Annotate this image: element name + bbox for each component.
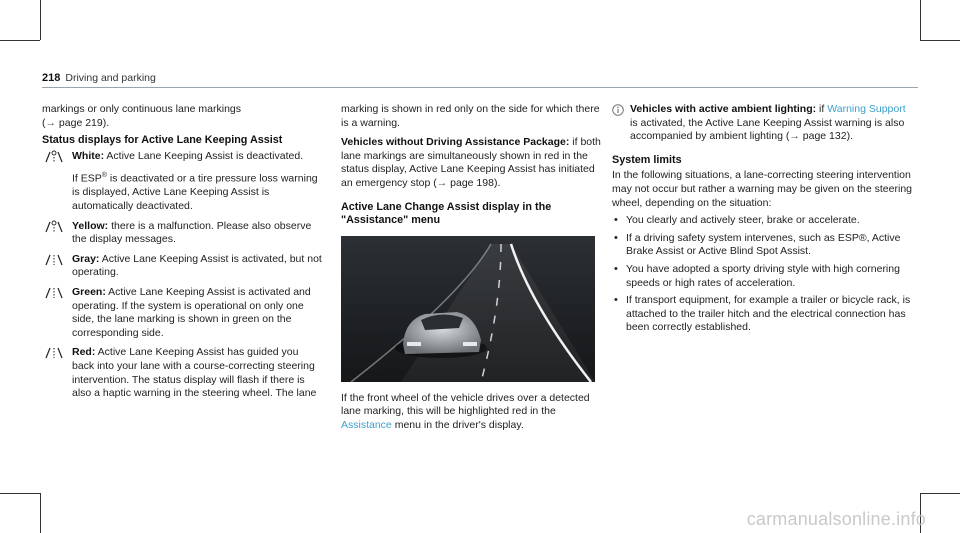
status-displays-heading: Status displays for Active Lane Keeping Assist xyxy=(42,134,283,147)
driver-display-image xyxy=(341,236,595,382)
section-title: Driving and parking xyxy=(65,72,156,84)
lane-keeping-icon xyxy=(42,253,66,266)
bullet-icon: • xyxy=(614,231,618,244)
assistance-menu-link[interactable]: Assistance xyxy=(341,418,392,431)
header-rule xyxy=(42,87,918,88)
crop-mark xyxy=(920,493,960,494)
status-item-red: Red: Active Lane Keeping Assist has guided you back into your lane with a course-correcting steering intervention. The status display will flash if there is also a haptic warning in the steering wheel. The lane xyxy=(42,346,322,400)
system-limits-intro: In the following situations, a lane-correcting steering intervention may not occur but rather a warning may be given on the steering wheel, depending on the situation: xyxy=(612,169,912,209)
image-caption: If the front wheel of the vehicle drives over a detected lane marking, this will be highlighted red in the Assistance menu in the driver's display. xyxy=(341,391,590,431)
crop-mark xyxy=(40,493,41,533)
status-item-yellow: Yellow: there is a malfunction. Please also observe the display messages. xyxy=(42,220,322,247)
page-header xyxy=(42,72,918,88)
list-item: • If transport equipment, for example a trailer or bicycle rack, is attached to the trailer hitch and the electrical connection has been correctly established. xyxy=(614,294,911,334)
list-item: • You clearly and actively steer, brake or accelerate. xyxy=(614,214,860,227)
info-note: Vehicles with active ambient lighting: if Warning Support is activated, the Active Lane Keeping Assist warning is also accompanied by ambient lighting (→ page 132). xyxy=(612,103,912,144)
without-package-paragraph: Vehicles without Driving Assistance Package: if both lane markings are simultaneously shown in red in the status display, Active Lane Keeping Assist has initiated an emergency stop (→ page 198). xyxy=(341,136,601,189)
status-label: Green: xyxy=(72,286,106,299)
page-reference-link[interactable]: page 198 xyxy=(450,176,494,189)
crop-mark xyxy=(0,493,40,494)
lane-keeping-off-icon xyxy=(42,150,66,163)
bullet-icon: • xyxy=(614,262,618,275)
column-right xyxy=(612,103,912,335)
crop-mark xyxy=(920,40,960,41)
lane-change-assist-heading: Active Lane Change Assist display in the "Assistance" menu xyxy=(341,200,552,227)
watermark: carmanualsonline.info xyxy=(746,509,926,530)
crop-mark xyxy=(0,40,40,41)
continued-paragraph: marking is shown in red only on the side for which there is a warning. xyxy=(341,103,600,129)
arrow-right-icon: → xyxy=(436,176,448,189)
status-label: Yellow: xyxy=(72,219,109,232)
arrow-right-icon: → xyxy=(45,116,56,129)
list-item: • You have adopted a sporty driving style with high cornering speeds or high rates of acceleration. xyxy=(614,262,900,289)
intro-paragraph: markings or only continuous lane markings (→ page 219). xyxy=(42,103,242,129)
status-label: White: xyxy=(72,149,105,162)
lane-keeping-icon xyxy=(42,346,66,359)
column-middle xyxy=(341,103,601,433)
arrow-right-icon: → xyxy=(789,130,800,143)
page-reference-link[interactable]: page 219 xyxy=(58,116,103,129)
status-item-gray: Gray: Active Lane Keeping Assist is activated, but not operating. xyxy=(42,253,322,280)
esp-note: If ESP® is deactivated or a tire pressure loss warning is displayed, Active Lane Keeping Assist is automatically deactivated. xyxy=(72,172,318,213)
lane-keeping-malfunction-icon xyxy=(42,220,66,233)
status-label: Red: xyxy=(72,346,96,359)
system-limits-heading: System limits xyxy=(612,153,682,166)
crop-mark xyxy=(920,0,921,40)
status-label: Gray: xyxy=(72,252,100,265)
column-left xyxy=(42,103,322,407)
status-item-white: White: Active Lane Keeping Assist is deactivated. If ESP® is deactivated or a tire pressure loss warning is displayed, Active Lane Keeping Assist is automatically deactivated. xyxy=(42,150,322,214)
warning-support-link[interactable]: Warning Support xyxy=(827,103,906,115)
page-reference-link[interactable]: page 132 xyxy=(802,130,847,143)
lane-keeping-icon xyxy=(42,286,66,299)
info-icon xyxy=(612,104,624,121)
crop-mark xyxy=(40,0,41,40)
list-item: • If a driving safety system intervenes, such as ESP®, Active Brake Assist or Active Blind Spot Assist. xyxy=(614,231,901,258)
bullet-icon: • xyxy=(614,214,618,227)
page-number: 218 xyxy=(42,72,61,84)
status-item-green: Green: Active Lane Keeping Assist is activated and operating. If the system is operational on only one side, the lane marking is shown in green on the corresponding side. xyxy=(42,286,322,340)
bullet-icon: • xyxy=(614,294,618,307)
